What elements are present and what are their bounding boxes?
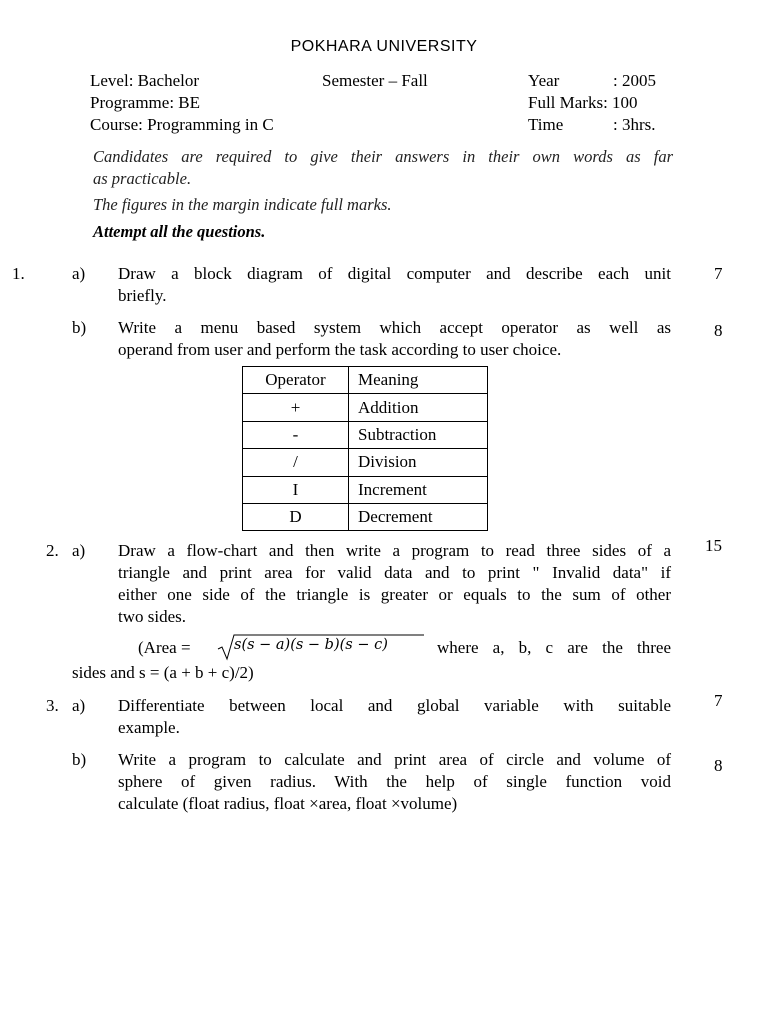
operator-cell: + xyxy=(243,394,349,421)
full-marks-text: Full Marks: 100 xyxy=(528,93,638,112)
q1a-text: Draw a block diagram of digital computer and describe each unit briefly. xyxy=(118,264,671,305)
table-header-cell: Operator xyxy=(243,367,349,394)
table-row xyxy=(243,394,488,421)
course-text: Course: Programming in C xyxy=(90,115,274,134)
table-header-row xyxy=(243,367,488,394)
q3b-marks: 8 xyxy=(714,756,723,775)
instruction-line-1: Candidates are required to give their answers in their own words as far xyxy=(93,147,673,166)
operator-cell: / xyxy=(243,449,349,476)
table-row xyxy=(243,476,488,503)
level-text: Level: Bachelor xyxy=(90,71,200,90)
instruction-line-3: The figures in the margin indicate full marks. xyxy=(93,195,392,214)
formula-line-2: sides and s = (a + b + c)/2) xyxy=(72,663,254,682)
q1b-text: Write a menu based system which accept operator as well as operand from user and perform the task according to user choice. xyxy=(118,318,671,359)
q2a-text: Draw a flow-chart and then write a program to read three sides of a triangle and print area for valid data and to print " Invalid data" if either one side of the triangle is greater or equals to the sum of other two sides. xyxy=(118,541,671,626)
q3a-label: a) xyxy=(72,696,86,715)
meaning-cell: Increment xyxy=(349,476,488,503)
operator-cell: I xyxy=(243,476,349,503)
table-header-cell: Meaning xyxy=(349,367,488,394)
q1-number: 1. xyxy=(12,264,25,283)
q1a-marks: 7 xyxy=(714,264,723,283)
q2-number: 2. xyxy=(46,541,59,560)
formula-suffix: where a, b, c are the three xyxy=(437,638,671,657)
time-label: Time xyxy=(528,115,564,134)
table-row xyxy=(243,421,488,448)
q1a-label: a) xyxy=(72,264,86,283)
q3a-text: Differentiate between local and global variable with suitable example. xyxy=(118,696,671,737)
q2a-label: a) xyxy=(72,541,86,560)
operator-cell: - xyxy=(243,421,349,448)
university-title: POKHARA UNIVERSITY xyxy=(290,38,478,55)
meaning-cell: Subtraction xyxy=(349,421,488,448)
operator-table xyxy=(242,366,488,531)
meaning-cell: Decrement xyxy=(349,503,488,530)
q1b-marks: 8 xyxy=(714,321,723,340)
q1b-label: b) xyxy=(72,318,87,337)
table-row xyxy=(243,503,488,530)
formula-radicand: s(s − a)(s − b)(s − c) xyxy=(234,637,388,653)
q3-number: 3. xyxy=(46,696,59,715)
q3b-text: Write a program to calculate and print area of circle and volume of sphere of given radius. With the help of single function void calculate (float radius, float ×area, float ×volume) xyxy=(118,750,671,813)
meaning-cell: Addition xyxy=(349,394,488,421)
table-row xyxy=(243,449,488,476)
meaning-cell: Division xyxy=(349,449,488,476)
instruction-line-2: as practicable. xyxy=(93,169,192,188)
q3a-marks: 7 xyxy=(714,691,723,710)
programme-text: Programme: BE xyxy=(90,93,201,112)
q3b-label: b) xyxy=(72,750,87,769)
time-value: : 3hrs. xyxy=(613,115,656,134)
q2a-marks: 15 xyxy=(705,536,722,555)
formula-prefix: (Area = xyxy=(138,638,191,657)
semester-text: Semester – Fall xyxy=(322,71,428,90)
year-value: : 2005 xyxy=(613,71,656,90)
year-label: Year xyxy=(528,71,560,90)
operator-cell: D xyxy=(243,503,349,530)
instruction-line-4: Attempt all the questions. xyxy=(93,222,266,241)
